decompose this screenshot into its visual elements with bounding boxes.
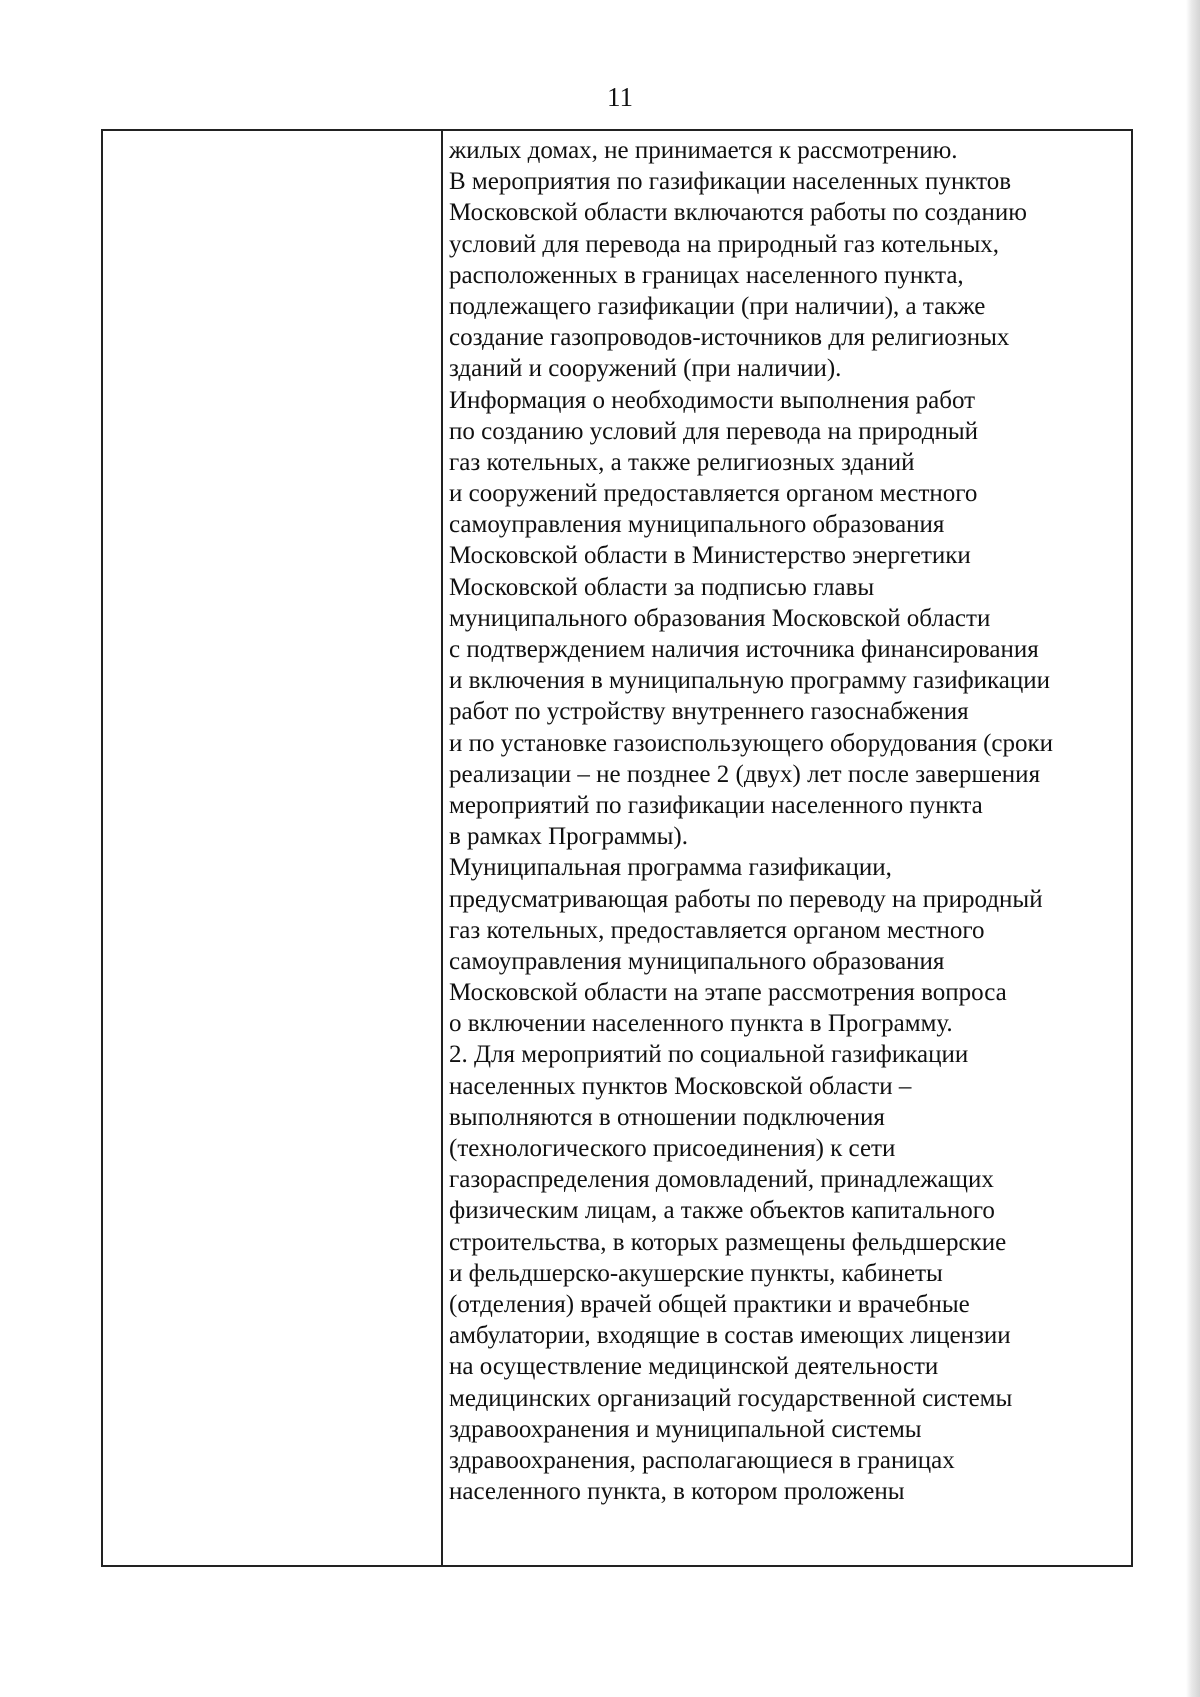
text-line: амбулатории, входящие в состав имеющих лицензии [449, 1322, 1011, 1350]
text-line: Московской области на этапе рассмотрения вопроса [449, 979, 1007, 1007]
text-line: здравоохранения, располагающиеся в границах [449, 1446, 955, 1474]
text-line: жилых домах, не принимается к рассмотрению. [449, 137, 958, 164]
text-line: муниципального образования Московской области [449, 604, 991, 632]
text-line: В мероприятия по газификации населенных пунктов [449, 168, 1012, 196]
text-line: в рамках Программы). [449, 823, 689, 851]
text-line: с подтверждением наличия источника финансирования [449, 636, 1039, 663]
text-line: Муниципальная программа газификации, [449, 854, 892, 882]
text-line: населенных пунктов Московской области – [449, 1072, 912, 1100]
table-left-cell [103, 131, 443, 1565]
text-line: газ котельных, а также религиозных зданий [449, 448, 915, 476]
text-line: выполняются в отношении подключения [449, 1103, 885, 1131]
text-line: о включении населенного пункта в Программу. [449, 1010, 953, 1038]
text-line: газ котельных, предоставляется органом местного [449, 916, 985, 944]
text-line: Московской области в Министерство энергетики [449, 542, 971, 570]
text-line: создание газопроводов-источников для религиозных [449, 324, 1010, 352]
text-line: (отделения) врачей общей практики и врачебные [449, 1290, 970, 1318]
text-line: самоуправления муниципального образования [449, 511, 945, 539]
text-line: работ по устройству внутреннего газоснабжения [449, 698, 969, 726]
text-line: Московской области включаются работы по созданию [449, 199, 1027, 227]
text-line: и включения в муниципальную программу газификации [449, 667, 1051, 695]
text-line: строительства, в которых размещены фельдшерские [449, 1228, 1007, 1256]
text-line: и фельдшерско-акушерские пункты, кабинеты [449, 1259, 943, 1287]
scan-edge-shadow [1186, 0, 1200, 1697]
text-line: и по установке газоиспользующего оборудования (сроки [449, 729, 1054, 757]
text-line: расположенных в границах населенного пункта, [449, 261, 964, 289]
text-line: зданий и сооружений (при наличии). [449, 355, 842, 383]
text-line: Московской области за подписью главы [449, 573, 875, 601]
text-line: здравоохранения и муниципальной системы [449, 1415, 922, 1443]
text-line: 2. Для мероприятий по социальной газификации [449, 1041, 969, 1069]
table-right-cell [443, 131, 1131, 1565]
text-line: на осуществление медицинской деятельности [449, 1353, 939, 1381]
text-line: предусматривающая работы по переводу на природный [449, 885, 1043, 913]
text-line: реализации – не позднее 2 (двух) лет после завершения [449, 760, 1041, 788]
text-line: условий для перевода на природный газ котельных, [449, 230, 1000, 258]
text-line: физическим лицам, а также объектов капитального [449, 1197, 995, 1225]
text-line: самоуправления муниципального образования [449, 947, 945, 975]
text-line: (технологического присоединения) к сети [449, 1135, 896, 1162]
text-line: газораспределения домовладений, принадлежащих [449, 1166, 994, 1194]
page-number: 11 [607, 82, 633, 112]
text-line: подлежащего газификации (при наличии), а также [449, 292, 986, 320]
text-line: по созданию условий для перевода на природный [449, 417, 979, 445]
document-table [101, 129, 1133, 1567]
text-line: Информация о необходимости выполнения работ [449, 386, 976, 414]
text-line: мероприятий по газификации населенного пункта [449, 791, 983, 819]
text-line: медицинских организаций государственной системы [449, 1384, 1013, 1412]
text-line: населенного пункта, в котором проложены [449, 1478, 905, 1506]
text-line: и сооружений предоставляется органом местного [449, 480, 978, 508]
